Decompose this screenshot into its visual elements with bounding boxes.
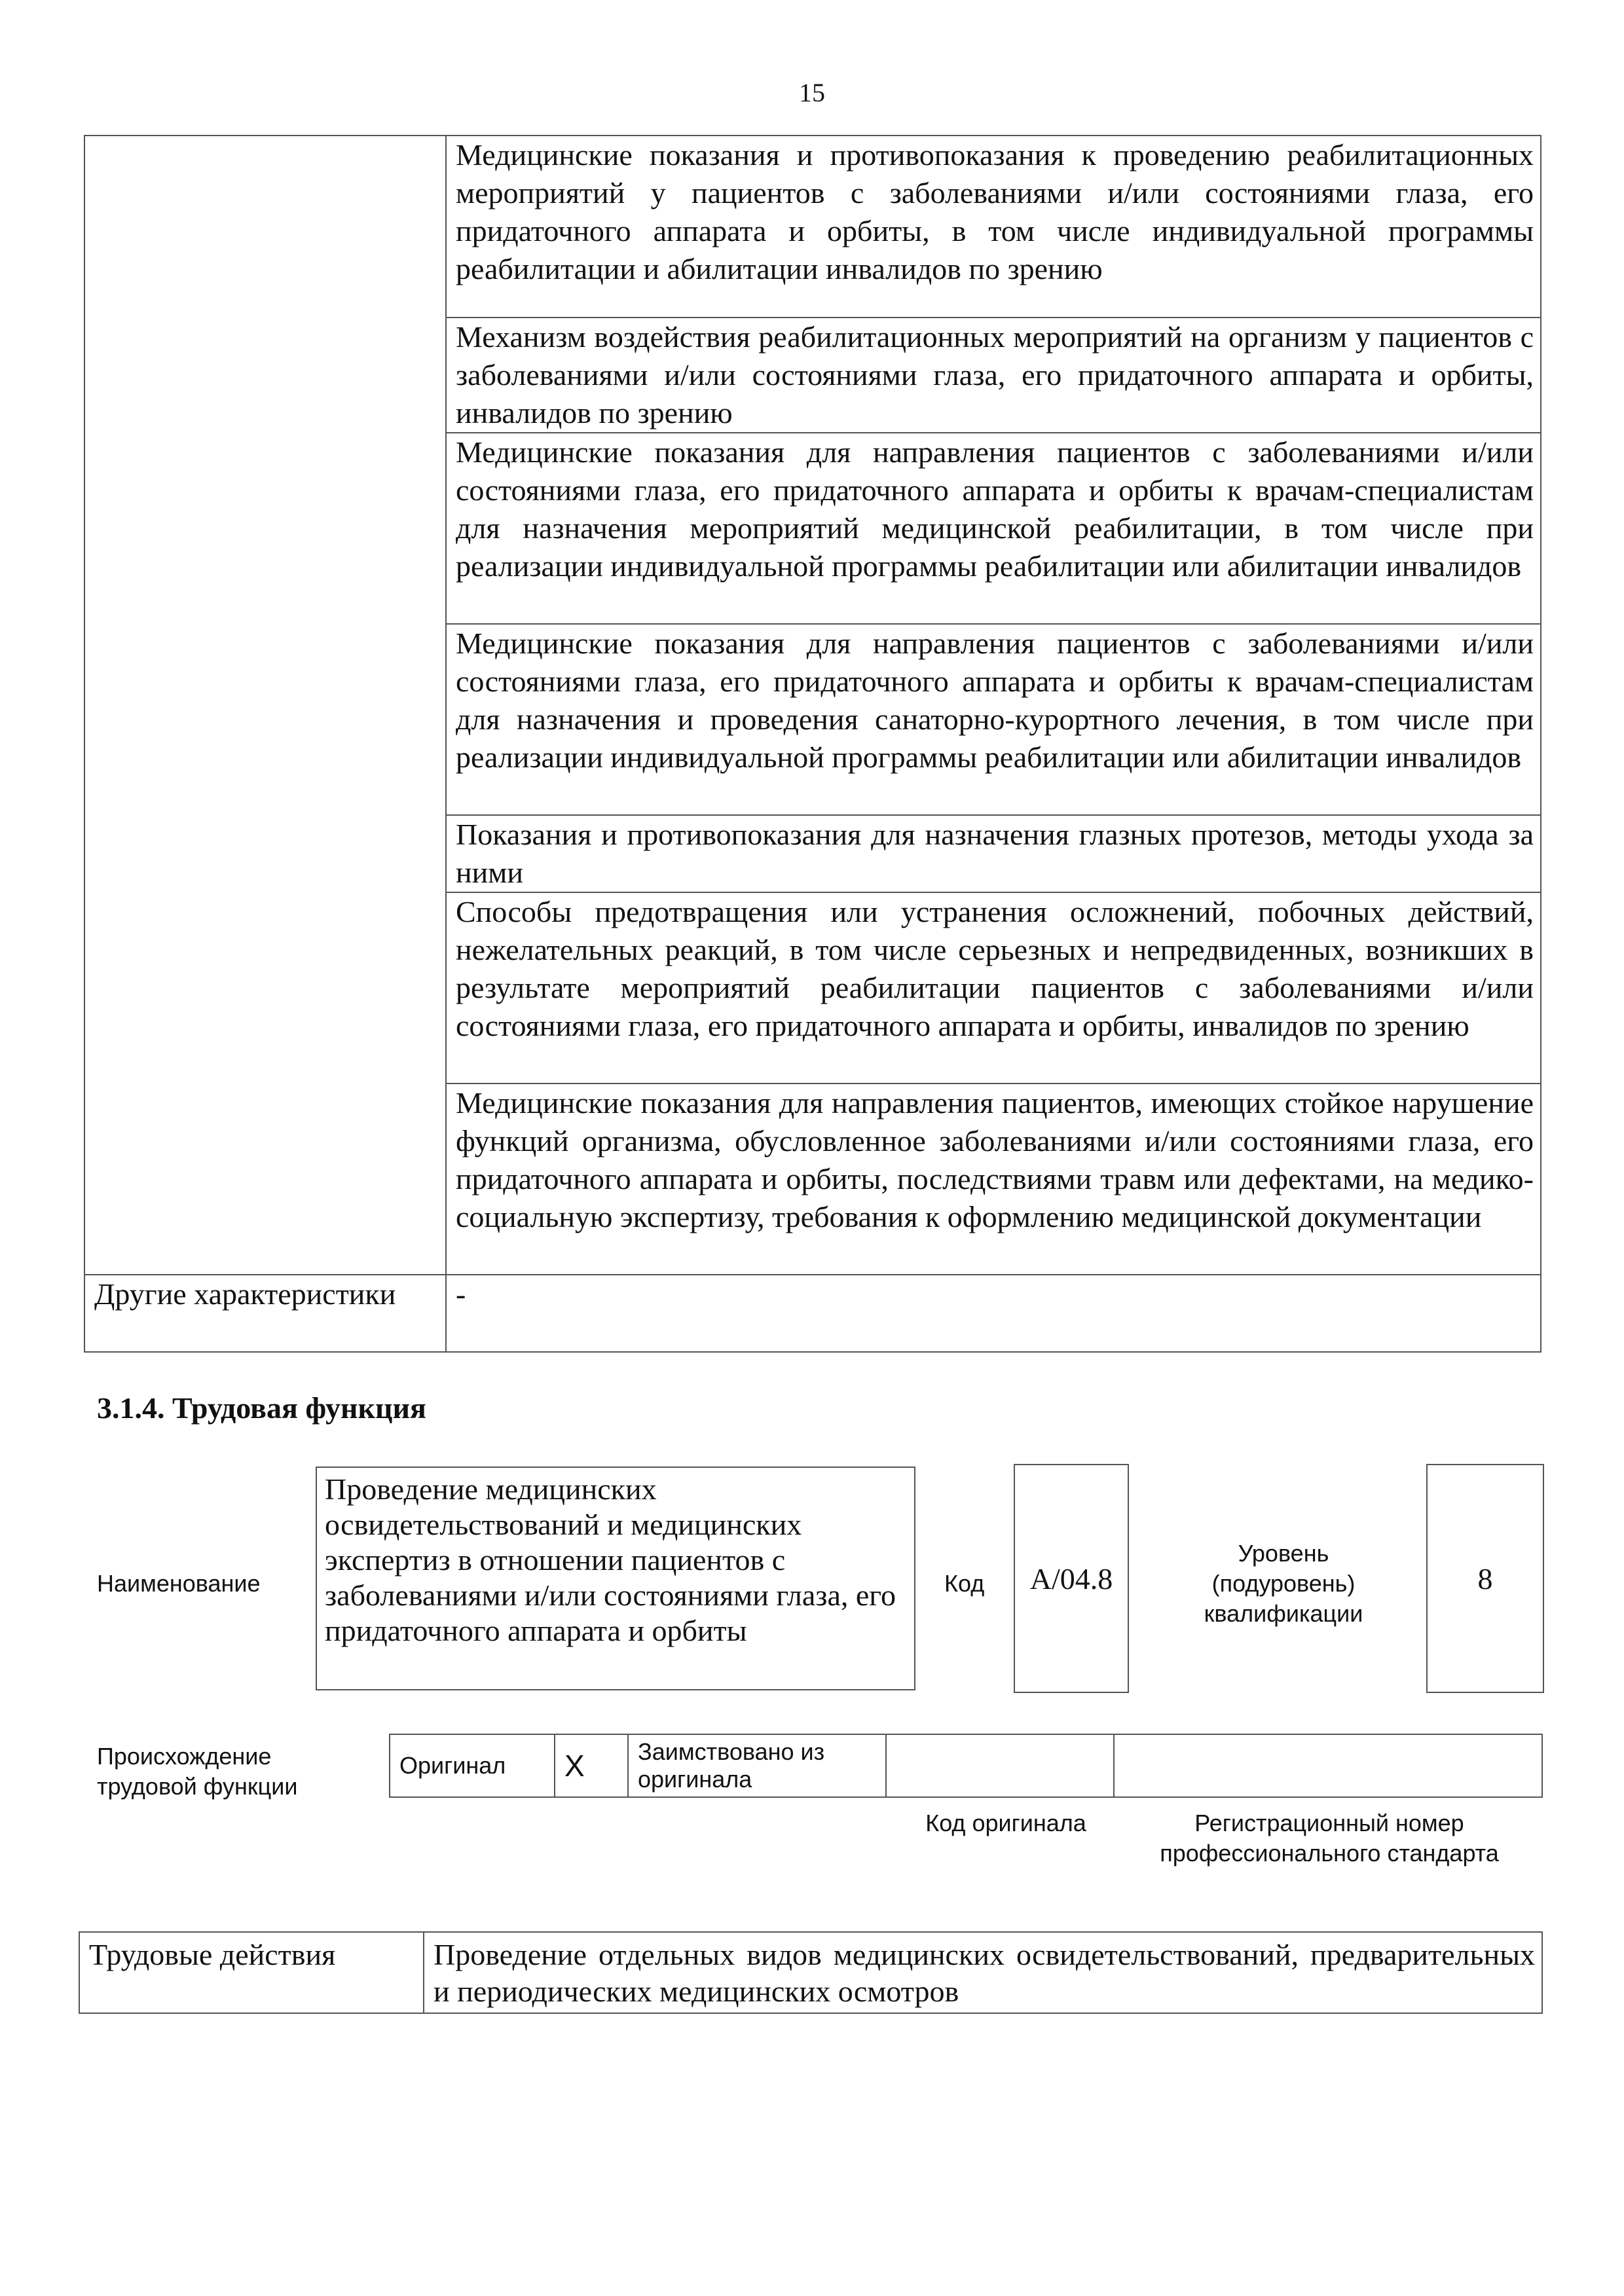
original-code-caption: Код оригинала (925, 1810, 1086, 1836)
original-label: Оригинал (390, 1734, 555, 1797)
other-characteristics-label: Другие характеристики (84, 1275, 446, 1352)
reg-number-cell (1114, 1734, 1542, 1797)
other-characteristics-value: - (446, 1275, 1541, 1352)
function-name-box: Проведение медицинских освидетельствований и медицинских экспертиз в отношении пациентов с заболеваниями и/или состояниями глаза, его придаточного аппарата и орбиты (316, 1467, 915, 1690)
original-mark: X (555, 1734, 628, 1797)
table-cell: Способы предотвращения или устранения осложнений, побочных действий, нежелательных реакций, в том числе серьезных и непредвиденных, возникших в результате мероприятий реабилитации пациентов с заболеваниями и/или состояниями глаза, его придаточного аппарата и орбиты, инвалидов по зрению (446, 892, 1541, 1084)
original-code-cell (886, 1734, 1114, 1797)
borrowed-label: Заимствовано из оригинала (628, 1734, 886, 1797)
reg-number-caption: Регистрационный номер профессионального стандарта (1160, 1810, 1499, 1867)
table-cell: Показания и противопоказания для назначения глазных протезов, методы ухода за ними (446, 815, 1541, 892)
level-label: Уровень (подуровень) квалификации (1204, 1540, 1363, 1627)
table-row (79, 1932, 1542, 2013)
labor-actions-value: Проведение отдельных видов медицинских освидетельствований, предварительных и периодических медицинских осмотров (424, 1932, 1542, 2013)
labor-actions-table (79, 1931, 1543, 2014)
page-number: 15 (799, 78, 825, 107)
empty-label-cell (84, 136, 446, 1275)
table-row (84, 1275, 1541, 1352)
table-cell: Медицинские показания для направления пациентов с заболеваниями и/или состояниями глаза, его придаточного аппарата и орбиты к врачам-специалистам для назначения мероприятий медицинской реабилитации, в том числе при реализации индивидуальной программы реабилитации или абилитации инвалидов (446, 433, 1541, 624)
knowledge-table (84, 135, 1541, 1353)
origin-table (389, 1734, 1543, 1798)
labor-actions-label: Трудовые действия (79, 1932, 424, 2013)
table-cell: Механизм воздействия реабилитационных мероприятий на организм у пациентов с заболеваниями и/или состояниями глаза, его придаточного аппарата и орбиты, инвалидов по зрению (446, 318, 1541, 433)
level-box (1426, 1464, 1544, 1693)
table-cell: Медицинские показания для направления пациентов, имеющих стойкое нарушение функций организма, обусловленное заболеваниями и/или состояниями глаза, его придаточного аппарата и орбиты, последствиями травм или дефектами, на медико-социальную экспертизу, требования к оформлению медицинской документации (446, 1084, 1541, 1275)
name-label: Наименование (97, 1570, 261, 1597)
function-code-box (1014, 1464, 1129, 1693)
level-value: 8 (1477, 1561, 1493, 1595)
table-row (84, 136, 1541, 318)
table-cell: Медицинские показания и противопоказания к проведению реабилитационных мероприятий у пациентов с заболеваниями и/или состояниями глаза, его придаточного аппарата и орбиты, в том числе индивидуальной программы реабилитации и абилитации инвалидов по зрению (446, 136, 1541, 318)
table-cell: Медицинские показания для направления пациентов с заболеваниями и/или состояниями глаза, его придаточного аппарата и орбиты к врачам-специалистам для назначения и проведения санаторно-курортного лечения, в том числе при реализации индивидуальной программы реабилитации или абилитации инвалидов (446, 624, 1541, 815)
origin-label: Происхождение трудовой функции (97, 1743, 298, 1800)
section-title: 3.1.4. Трудовая функция (97, 1391, 426, 1425)
function-code-value: A/04.8 (1029, 1561, 1113, 1595)
code-label: Код (944, 1570, 985, 1597)
table-row (390, 1734, 1542, 1797)
